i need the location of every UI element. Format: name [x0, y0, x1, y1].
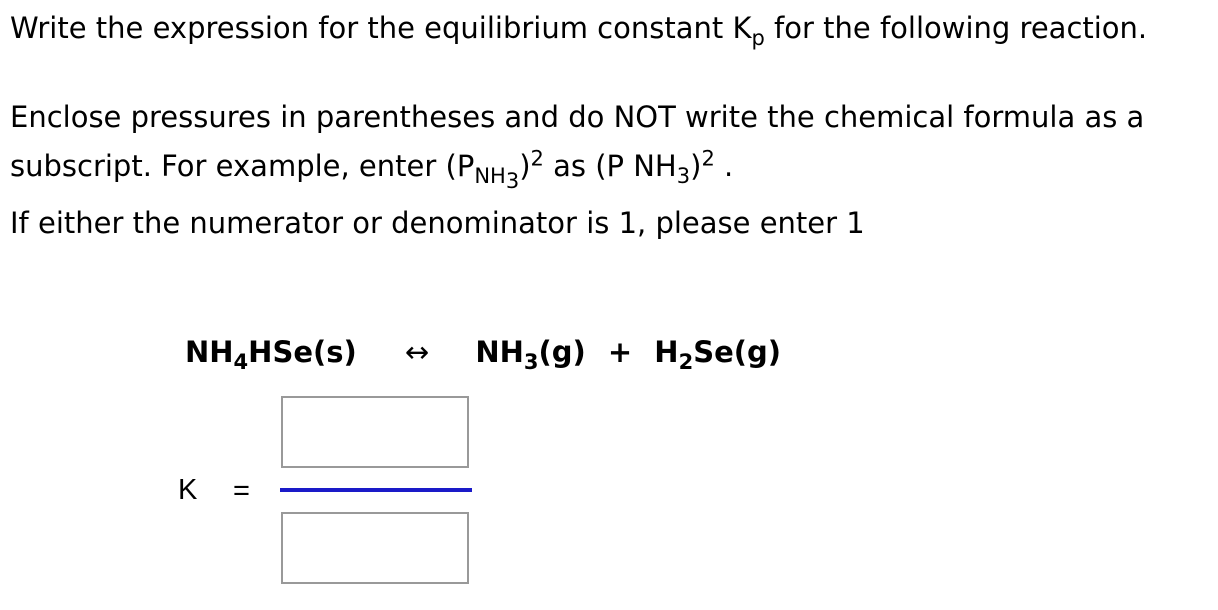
instruction-line-4: If either the numerator or denominator is 1, please enter 1: [10, 206, 865, 240]
instruction-text-end: for the following reaction.: [764, 11, 1148, 45]
equals-sign: =: [233, 475, 250, 507]
instruction-line-1: [10, 11, 1148, 50]
example-subscript: NH3: [474, 163, 520, 193]
subscript-p: p: [751, 25, 765, 50]
numerator-input[interactable]: [281, 396, 469, 468]
plus-sign: +: [607, 335, 633, 369]
example-exponent: 2: [530, 146, 544, 171]
equilibrium-arrow-icon: ↔: [404, 335, 430, 369]
instruction-text: Write the expression for the equilibrium constant K: [10, 11, 752, 45]
instruction-line-2: Enclose pressures in parentheses and do NOT write the chemical formula as a: [10, 100, 1145, 134]
denominator-input[interactable]: [281, 512, 469, 584]
reaction-equation: [185, 335, 782, 374]
instruction-line-3: subscript. For example, enter $(P_{NH_3})^2$ as (P $NH_3)^2$ .: [10, 146, 734, 193]
fraction-bar: [280, 488, 472, 492]
product-1: $NH_3(g)$: [475, 335, 586, 374]
k-label: K: [178, 474, 198, 506]
example-text: subscript. For example, enter (P: [10, 149, 475, 183]
reactant: $NH_4HSe(s)$: [185, 335, 357, 374]
product-2: $H_2Se(g)$: [654, 335, 782, 374]
